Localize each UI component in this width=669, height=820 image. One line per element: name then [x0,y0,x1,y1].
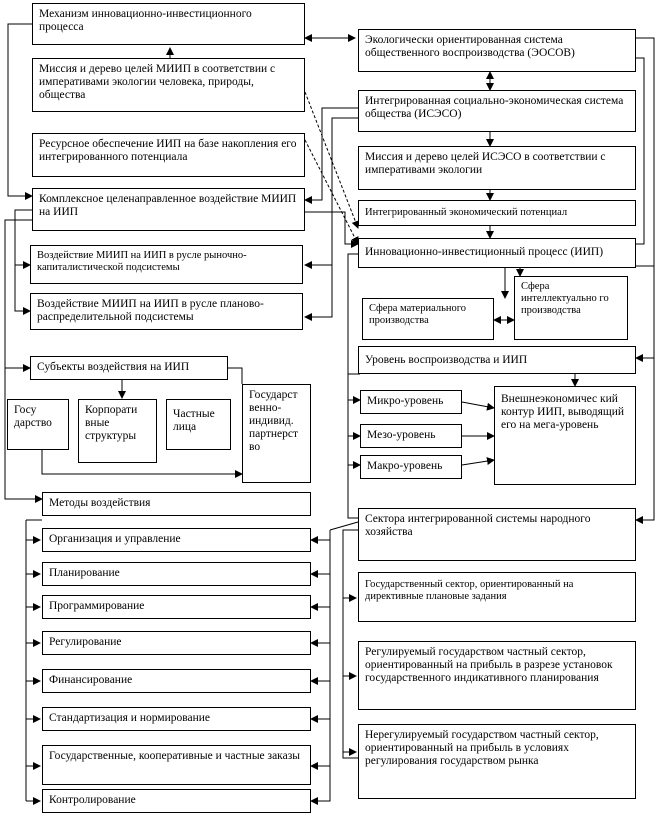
iip-box: Инновационно-инвестиционный процесс (ИИП) [358,238,636,268]
resource-box: Ресурсное обеспечение ИИП на базе накопления его интегрированного потенциала [32,133,305,177]
line-ecosystem-iip [636,58,644,244]
arrow-complex-to-plan [15,265,30,311]
private-box: Частные лица [166,399,231,450]
regulated-sector-box: Регулируемый государством частный сектор, ориентированный на прибыль в разрезе установок государственного индикативного планирования [358,641,636,710]
mechanism-box: Механизм инновационно-инвестиционного процесса [32,3,305,45]
macro-box: Макро-уровень [360,455,462,479]
levels-box: Уровень воспроизводства и ИИП [358,346,636,374]
micro-box: Микро-уровень [360,390,462,414]
intellectual-box: Сфера интеллектуально го производства [514,276,628,340]
mission-tree-box: Миссия и дерево целей МИИП в соответствии с императивами экологии человека, природы, общества [32,58,305,112]
methods-title-box: Методы воздействия [42,492,311,516]
arrow-ises-to-plan [305,265,332,317]
arrow-to-levels [636,266,654,358]
line-sectors-spine [343,530,358,758]
method-standardization: Стандартизация и нормирование [42,707,311,731]
method-control: Контролирование [42,789,311,813]
state-box: Госу дарство [7,399,69,450]
external-box: Внешнеэкономичес кий контур ИИП, выводящий его на мега-уровень [494,386,636,485]
subjects-box: Субъекты воздействия на ИИП [30,356,228,380]
ecosystem-box: Экологически ориентированная система общественного воспроизводства (ЭОСОВ) [358,29,636,72]
arrow-mechanism-to-complex [8,24,32,196]
corporate-box: Корпорати вные структуры [78,399,157,463]
ises-box: Интегрированная социально-экономическая система общества (ИСЭСО) [358,90,636,132]
method-programming: Программирование [42,595,311,619]
arrow-micro-to-external [462,402,494,408]
method-regulation: Регулирование [42,631,311,655]
method-orders: Государственные, кооперативные и частные заказы [42,745,311,785]
econ-potential-box: Интегрированный экономический потенциал [358,200,636,226]
arrow-macro-to-external [462,460,494,465]
unregulated-sector-box: Нерегулируемый государством частный сектор, ориентированный на прибыль в условиях регулирования государством рынка [358,724,636,799]
arrow-to-control [311,530,330,801]
complex-impact-box: Комплексное целенаправленное воздействие МИИП на ИИП [32,188,305,231]
line-sectors-methods [330,522,358,530]
meso-box: Мезо-уровень [360,424,462,448]
method-planning: Планирование [42,562,311,586]
arrow-to-sectors [636,358,654,520]
mission-ises-box: Миссия и дерево целей ИСЭСО в соответствии с императивами экологии [358,146,636,190]
state-sector-box: Государственный сектор, ориентированный на директивные плановые задания [358,572,636,622]
sectors-box: Сектора интегрированной системы народного хозяйства [358,508,636,561]
method-organization: Организация и управление [42,528,311,552]
market-impact-box: Воздействие МИИП на ИИП в русле рыночно-капиталистической подсистемы [30,245,303,284]
material-box: Сфера материального производства [362,298,494,340]
plan-impact-box: Воздействие МИИП на ИИП в русле планово-распределительной подсистемы [30,293,303,330]
line-iip-spine [348,254,358,518]
line-subjects-partnership [228,368,242,384]
method-financing: Финансирование [42,669,311,693]
arrow-complex-to-subjects [5,220,32,368]
partnership-box: Государст венно-индивид. партнерст во [242,384,311,483]
